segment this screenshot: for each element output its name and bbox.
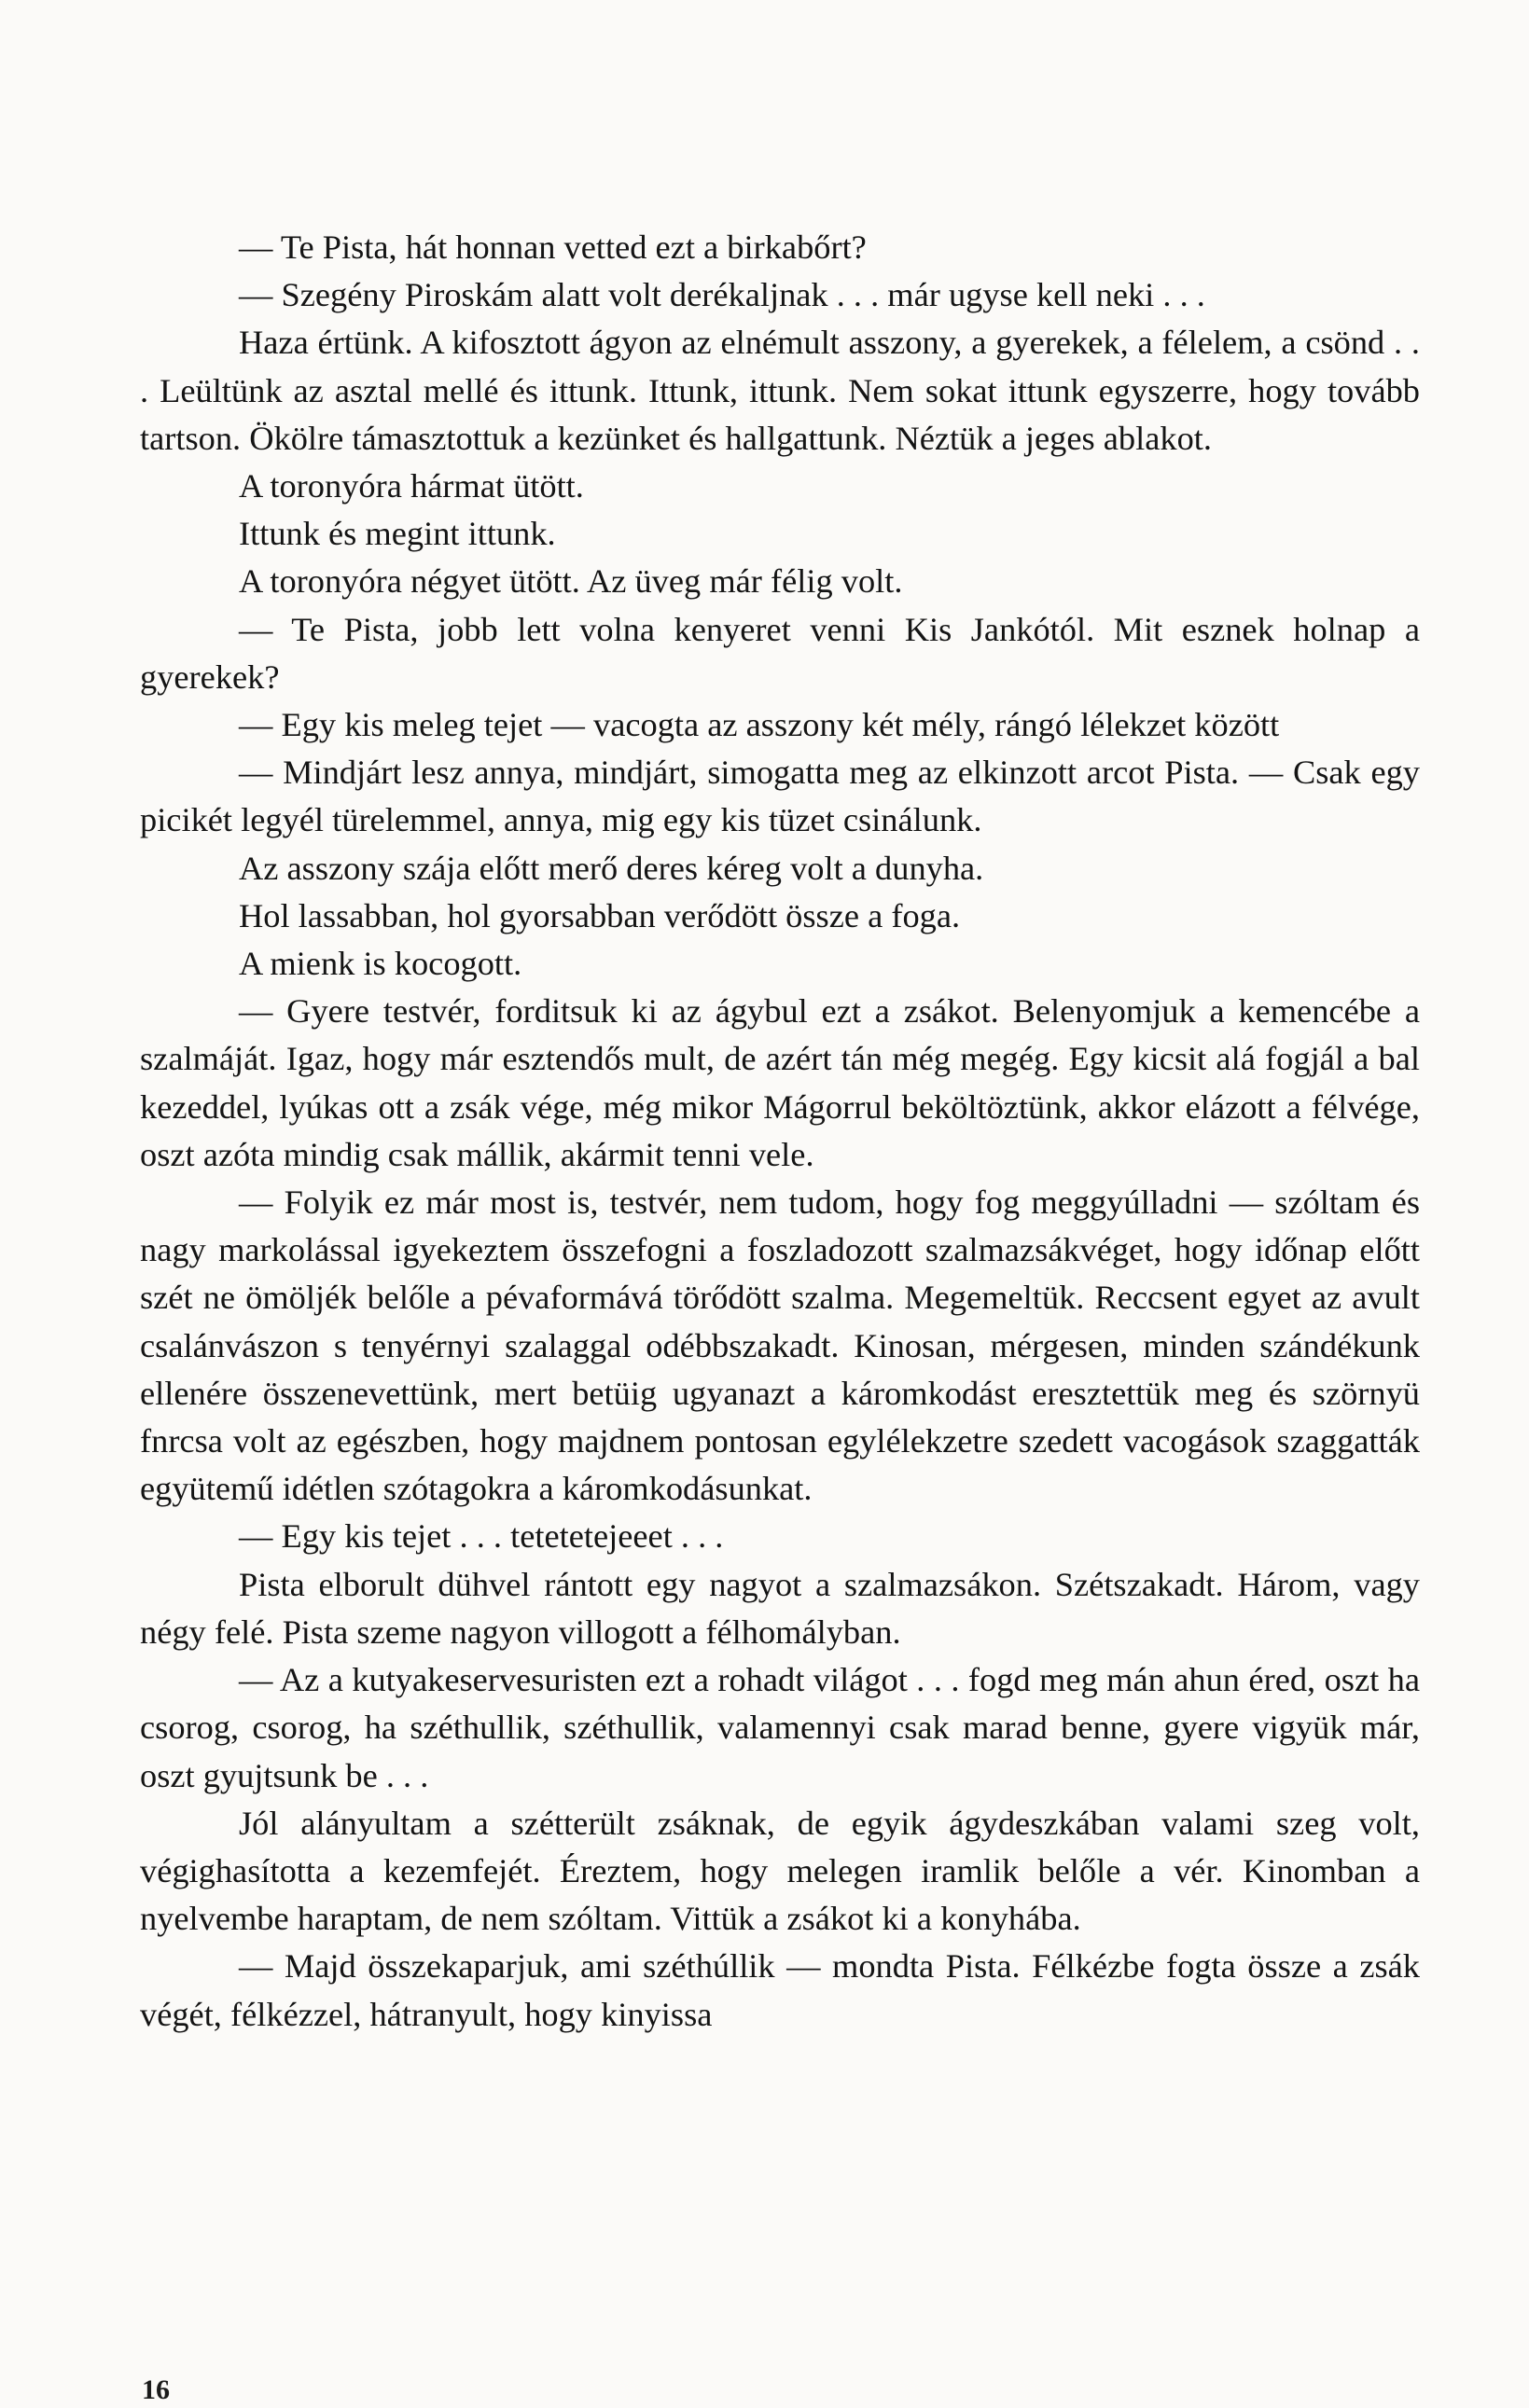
paragraph: — Majd összekaparjuk, ami széthúllik — mondta Pista. Félkézbe fogta össze a zsák végét, félkézzel, hátranyult, hogy kinyissa bbox=[140, 1947, 1420, 2033]
page-number: 16 bbox=[142, 2374, 170, 2405]
paragraph: — Gyere testvér, forditsuk ki az ágybul ezt a zsákot. Belenyomjuk a kemencébe a szalmáját. Igaz, hogy már esztendős mult, de azért tán még megég. Egy kicsit alá fogjál a bal kezeddel, lyúkas ott a zsák vége, még mikor Mágorrul beköltöztünk, akkor elázott a félvége, oszt azóta mindig csak mállik, akármit tenni vele. bbox=[140, 992, 1420, 1173]
body-text bbox=[140, 224, 1420, 2039]
paragraph: — Folyik ez már most is, testvér, nem tudom, hogy fog meggyúlladni — szóltam és nagy markolással igyekeztem összefogni a foszladozott szalmazsákvéget, hogy időnap előtt szét ne ömöljék belőle a pévaformává törődött szalma. Megemeltük. Reccsent egyet az avult csalánvászon s tenyérnyi szalaggal odébbszakadt. Kinosan, mérgesen, minden szándékunk ellenére összenevettünk, mert betüig ugyanazt a káromkodást eresztettük meg és szörnyü fnrcsa volt az egészben, hogy majdnem pontosan egylélekzetre szedett vacogások szaggatták együtemű idétlen szótagokra a káromkodásunkat. bbox=[140, 1183, 1420, 1508]
paragraph: A toronyóra négyet ütött. Az üveg már félig volt. bbox=[239, 562, 903, 601]
paragraph: — Mindjárt lesz annya, mindjárt, simogatta meg az elkinzott arcot Pista. — Csak egy picikét legyél türelemmel, annya, mig egy kis tüzet csinálunk. bbox=[140, 754, 1420, 839]
paragraph: A toronyóra hármat ütött. bbox=[239, 467, 584, 505]
paragraph: A mienk is kocogott. bbox=[239, 945, 522, 983]
paragraph: — Az a kutyakeservesuristen ezt a rohadt világot . . . fogd meg mán ahun éred, oszt ha csorog, csorog, ha széthullik, széthullik, valamennyi csak marad benne, gyere vigyük már, oszt gyujtsunk be . . . bbox=[140, 1661, 1420, 1794]
paragraph: Hol lassabban, hol gyorsabban verődött össze a foga. bbox=[239, 896, 961, 934]
paragraph: Pista elborult dühvel rántott egy nagyot a szalmazsákon. Szétszakadt. Három, vagy négy felé. Pista szeme nagyon villogott a félhomályban. bbox=[140, 1565, 1420, 1651]
paragraph: — Szegény Piroskám alatt volt derékaljnak . . . már ugyse kell neki . . . bbox=[239, 276, 1205, 314]
paragraph: — Te Pista, jobb lett volna kenyeret venni Kis Jankótól. Mit esznek holnap a gyerekek? bbox=[140, 610, 1420, 696]
paragraph: Jól alányultam a szétterült zsáknak, de egyik ágydeszkában valami szeg volt, végighasította a kezemfejét. Éreztem, hogy melegen iramlik belőle a vér. Kinomban a nyelvembe haraptam, de nem szóltam. Vittük a zsákot ki a konyhába. bbox=[140, 1804, 1420, 1938]
paragraph: — Egy kis meleg tejet — vacogta az asszony két mély, rángó lélekzet között bbox=[239, 706, 1280, 744]
paragraph: — Egy kis tejet . . . tetetetejeeet . . . bbox=[239, 1517, 724, 1556]
paragraph: — Te Pista, hát honnan vetted ezt a birkabőrt? bbox=[239, 228, 867, 266]
paragraph: Ittunk és megint ittunk. bbox=[239, 515, 556, 553]
paragraph: Az asszony szája előtt merő deres kéreg volt a dunyha. bbox=[239, 849, 984, 887]
paragraph: Haza értünk. A kifosztott ágyon az elnémult asszony, a gyerekek, a félelem, a csönd . . . Leültünk az asztal mellé és ittunk. Ittunk, ittunk. Nem sokat ittunk egyszerre, hogy tovább tartson. Ökölre támasztottuk a kezünket és hallgattunk. Néztük a jeges ablakot. bbox=[140, 324, 1420, 457]
